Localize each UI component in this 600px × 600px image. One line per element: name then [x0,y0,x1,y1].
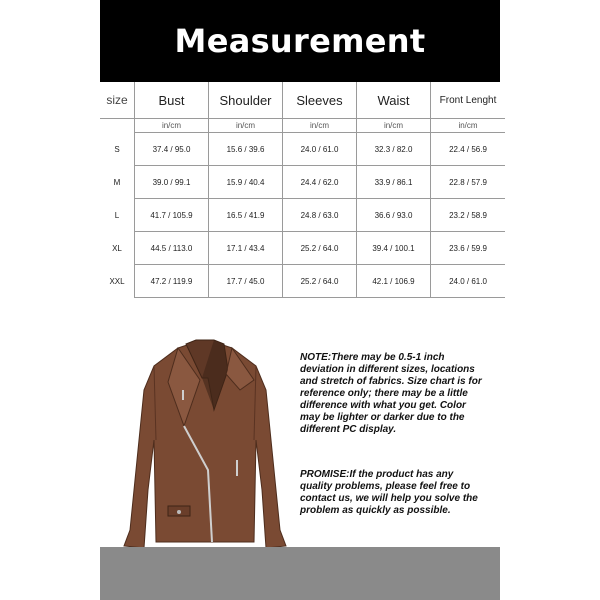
table-row [100,133,505,166]
shoulder-cell: 17.1 / 43.4 [209,232,283,265]
table-row [100,199,505,232]
waist-cell: 32.3 / 82.0 [357,133,431,166]
shoulder-cell: 16.5 / 41.9 [209,199,283,232]
column-header-bust: Bust [135,82,209,119]
column-header-front-length: Front Lenght [431,82,506,119]
bust-cell: 47.2 / 119.9 [135,265,209,298]
shoulder-cell: 15.6 / 39.6 [209,133,283,166]
column-header-shoulder: Shoulder [209,82,283,119]
column-header-sleeves: Sleeves [283,82,357,119]
front-length-cell: 23.6 / 59.9 [431,232,506,265]
unit-label: in/cm [283,119,357,133]
footer-gray-bar [100,547,500,600]
size-chart-table [100,82,505,298]
front-length-cell: 23.2 / 58.9 [431,199,506,232]
sleeves-cell: 25.2 / 64.0 [283,232,357,265]
measurement-banner [100,0,500,82]
side-zipper [236,460,238,476]
column-header-waist: Waist [357,82,431,119]
promise-text: PROMISE:If the product has any quality problems, please feel free to contact us, we will help you solve the problem as quickly as possible. [300,469,478,516]
units-row [100,119,505,133]
size-label: S [100,133,135,166]
bust-cell: 39.0 / 99.1 [135,166,209,199]
waist-cell: 39.4 / 100.1 [357,232,431,265]
size-column-header: size [100,82,135,119]
unit-label: in/cm [431,119,506,133]
size-label: L [100,199,135,232]
sleeves-cell: 24.8 / 63.0 [283,199,357,232]
table-row [100,232,505,265]
shoulder-cell: 15.9 / 40.4 [209,166,283,199]
table-row [100,265,505,298]
size-label: XXL [100,265,135,298]
sleeves-cell: 24.4 / 62.0 [283,166,357,199]
note-text: NOTE:There may be 0.5-1 inch deviation in different sizes, locations and stretch of fabrics. Size chart is for reference only; there may be a little difference with what you get. Color may be lighter or darker due to the different PC display. [300,352,482,435]
jacket-product-image [116,330,294,552]
sleeves-cell: 24.0 / 61.0 [283,133,357,166]
units-row-blank [100,119,135,133]
shoulder-cell: 17.7 / 45.0 [209,265,283,298]
table-row [100,166,505,199]
front-length-cell: 22.8 / 57.9 [431,166,506,199]
waist-cell: 42.1 / 106.9 [357,265,431,298]
table-header-row [100,82,505,119]
sleeves-cell: 25.2 / 64.0 [283,265,357,298]
pocket-button [177,510,181,514]
front-length-cell: 22.4 / 56.9 [431,133,506,166]
front-length-cell: 24.0 / 61.0 [431,265,506,298]
chest-zipper [182,390,184,400]
unit-label: in/cm [209,119,283,133]
size-label: XL [100,232,135,265]
page-title: Measurement [174,22,426,60]
waist-cell: 36.6 / 93.0 [357,199,431,232]
unit-label: in/cm [135,119,209,133]
bust-cell: 41.7 / 105.9 [135,199,209,232]
size-label: M [100,166,135,199]
bust-cell: 37.4 / 95.0 [135,133,209,166]
waist-cell: 33.9 / 86.1 [357,166,431,199]
unit-label: in/cm [357,119,431,133]
bust-cell: 44.5 / 113.0 [135,232,209,265]
